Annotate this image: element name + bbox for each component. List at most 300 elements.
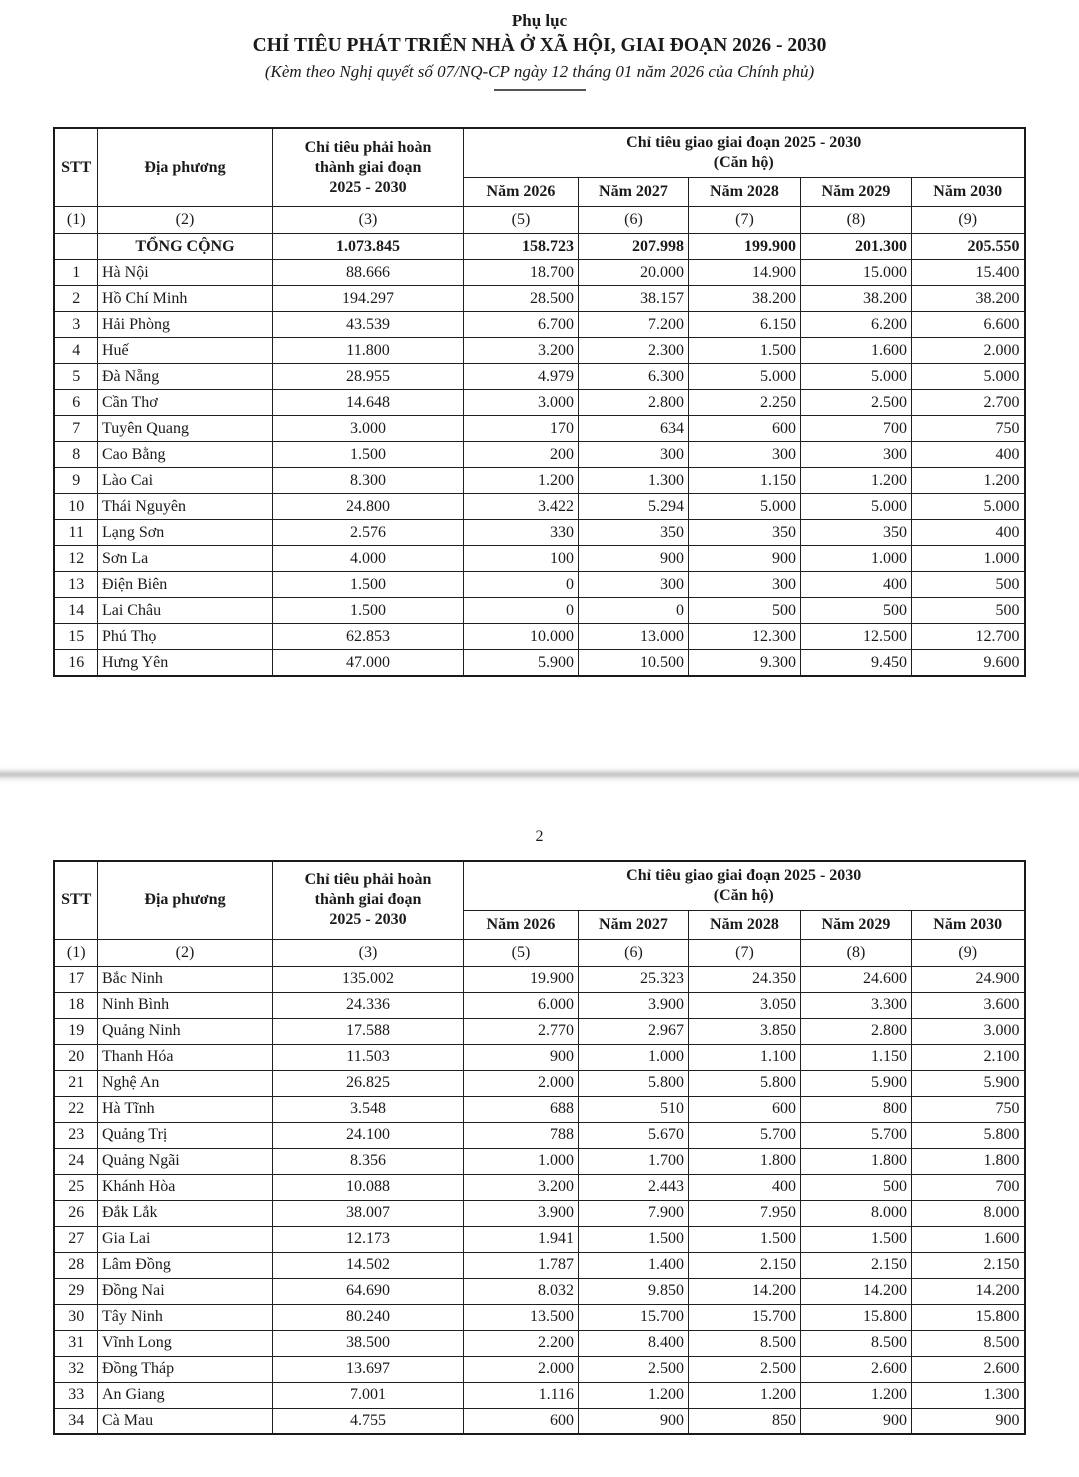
row-year-value: 750 [911,1096,1024,1122]
row-year-value: 24.600 [800,966,911,992]
row-year-value: 1.500 [688,338,800,364]
row-year-value: 2.000 [911,338,1024,364]
row-year-value: 15.000 [800,260,911,286]
col-number: (5) [463,939,578,966]
row-stt: 1 [54,260,97,286]
col-header-stt: STT [54,128,97,207]
row-year-value: 500 [911,598,1024,624]
row-year-value: 5.000 [800,364,911,390]
row-year-value: 1.000 [911,546,1024,572]
row-year-value: 300 [578,572,688,598]
row-stt: 32 [54,1356,97,1382]
row-year-value: 1.600 [800,338,911,364]
table-row [54,1018,1024,1044]
row-stt: 11 [54,520,97,546]
row-stt: 29 [54,1278,97,1304]
row-year-value: 12.700 [911,624,1024,650]
row-year-value: 8.000 [911,1200,1024,1226]
table-row [54,1304,1024,1330]
row-target-total: 3.548 [272,1096,463,1122]
row-stt: 3 [54,312,97,338]
row-stt: 30 [54,1304,97,1330]
row-year-value: 6.200 [800,312,911,338]
row-year-value: 5.700 [800,1122,911,1148]
row-stt: 15 [54,624,97,650]
col-header-year-2028: Năm 2028 [688,910,800,939]
row-year-value: 1.000 [800,546,911,572]
assigned-group-title: Chỉ tiêu giao giai đoạn 2025 - 2030 [626,866,862,884]
col-header-year-2029: Năm 2029 [800,910,911,939]
housing-target-table-page1 [53,127,1025,677]
row-region: Hưng Yên [97,650,272,676]
row-target-total: 14.502 [272,1252,463,1278]
row-target-total: 7.001 [272,1382,463,1408]
row-year-value: 1.200 [800,1382,911,1408]
row-year-value: 750 [911,416,1024,442]
row-year-value: 12.500 [800,624,911,650]
row-region: Khánh Hòa [97,1174,272,1200]
document-header [0,10,1079,91]
row-year-value: 13.000 [578,624,688,650]
row-year-value: 15.400 [911,260,1024,286]
row-target-total: 24.100 [272,1122,463,1148]
row-year-value: 5.294 [578,494,688,520]
row-stt: 2 [54,286,97,312]
row-year-value: 3.000 [463,390,578,416]
row-year-value: 8.500 [911,1330,1024,1356]
row-region: Quảng Trị [97,1122,272,1148]
total-2029: 201.300 [800,234,911,260]
target-total-line3: 2025 - 2030 [329,178,407,196]
document-title: CHỈ TIÊU PHÁT TRIỂN NHÀ Ở XÃ HỘI, GIAI ĐOẠN 2026 - 2030 [252,34,827,56]
row-year-value: 2.500 [688,1356,800,1382]
row-year-value: 38.200 [688,286,800,312]
row-target-total: 24.336 [272,992,463,1018]
col-header-stt: STT [54,861,97,940]
row-stt: 4 [54,338,97,364]
row-year-value: 2.100 [911,1044,1024,1070]
row-year-value: 0 [463,572,578,598]
row-year-value: 14.200 [911,1278,1024,1304]
col-header-year-2026: Năm 2026 [463,178,578,207]
row-stt: 20 [54,1044,97,1070]
row-year-value: 1.200 [578,1382,688,1408]
total-2026: 158.723 [463,234,578,260]
row-year-value: 2.967 [578,1018,688,1044]
row-year-value: 1.300 [911,1382,1024,1408]
row-year-value: 170 [463,416,578,442]
col-number: (2) [97,207,272,234]
row-year-value: 1.150 [688,468,800,494]
total-2030: 205.550 [911,234,1024,260]
table-row [54,494,1024,520]
col-number: (3) [272,939,463,966]
col-number: (5) [463,207,578,234]
row-target-total: 28.955 [272,364,463,390]
row-stt: 16 [54,650,97,676]
row-stt: 18 [54,992,97,1018]
row-year-value: 510 [578,1096,688,1122]
row-year-value: 900 [578,546,688,572]
col-header-year-2030: Năm 2030 [911,910,1024,939]
page2-bottom-margin [0,1435,1079,1471]
document-page-2 [0,784,1079,1472]
row-year-value: 2.150 [911,1252,1024,1278]
row-year-value: 600 [688,1096,800,1122]
row-year-value: 5.900 [463,650,578,676]
row-year-value: 7.900 [578,1200,688,1226]
target-total-line2: thành giai đoạn [314,158,422,176]
row-stt: 6 [54,390,97,416]
row-region: Hải Phòng [97,312,272,338]
col-number: (6) [578,207,688,234]
row-year-value: 20.000 [578,260,688,286]
row-target-total: 88.666 [272,260,463,286]
total-target: 1.073.845 [272,234,463,260]
row-year-value: 500 [800,598,911,624]
row-year-value: 400 [688,1174,800,1200]
table-row [54,1200,1024,1226]
target-total-line2: thành giai đoạn [314,891,422,909]
row-target-total: 1.500 [272,572,463,598]
col-header-region: Địa phương [97,128,272,207]
row-region: Đắk Lắk [97,1200,272,1226]
table-row [54,650,1024,676]
row-year-value: 0 [463,598,578,624]
row-year-value: 600 [688,416,800,442]
row-region: Lào Cai [97,468,272,494]
row-year-value: 1.800 [688,1148,800,1174]
row-year-value: 500 [800,1174,911,1200]
row-year-value: 8.500 [800,1330,911,1356]
row-year-value: 1.500 [578,1226,688,1252]
row-year-value: 7.200 [578,312,688,338]
table-row [54,1070,1024,1096]
col-header-year-2028: Năm 2028 [688,178,800,207]
col-header-year-2029: Năm 2029 [800,178,911,207]
row-year-value: 1.300 [578,468,688,494]
row-stt: 23 [54,1122,97,1148]
row-target-total: 62.853 [272,624,463,650]
table-row [54,1382,1024,1408]
row-year-value: 2.443 [578,1174,688,1200]
row-stt: 12 [54,546,97,572]
col-number: (7) [688,939,800,966]
row-year-value: 14.200 [800,1278,911,1304]
row-region: Hà Tĩnh [97,1096,272,1122]
col-header-target-total [272,128,463,207]
row-year-value: 2.000 [463,1356,578,1382]
row-target-total: 47.000 [272,650,463,676]
page-separator [0,767,1079,784]
table-row [54,286,1024,312]
row-year-value: 600 [463,1408,578,1434]
row-stt: 27 [54,1226,97,1252]
row-year-value: 350 [688,520,800,546]
document-page-1 [0,0,1079,677]
table-row [54,1278,1024,1304]
col-number: (8) [800,939,911,966]
table-row [54,1174,1024,1200]
table-row [54,520,1024,546]
row-target-total: 38.007 [272,1200,463,1226]
row-year-value: 1.200 [911,468,1024,494]
row-region: Hà Nội [97,260,272,286]
col-number: (8) [800,207,911,234]
row-target-total: 135.002 [272,966,463,992]
row-year-value: 24.350 [688,966,800,992]
row-year-value: 4.979 [463,364,578,390]
row-target-total: 17.588 [272,1018,463,1044]
row-target-total: 13.697 [272,1356,463,1382]
col-header-target-total [272,861,463,940]
row-year-value: 700 [800,416,911,442]
row-year-value: 6.000 [463,992,578,1018]
row-year-value: 3.050 [688,992,800,1018]
row-region: Cao Bằng [97,442,272,468]
table-row [54,1096,1024,1122]
row-year-value: 1.150 [800,1044,911,1070]
row-year-value: 1.200 [800,468,911,494]
row-year-value: 900 [578,1408,688,1434]
row-year-value: 9.300 [688,650,800,676]
table-row [54,442,1024,468]
row-year-value: 850 [688,1408,800,1434]
table-row [54,390,1024,416]
row-year-value: 1.200 [463,468,578,494]
row-year-value: 1.941 [463,1226,578,1252]
row-region: Sơn La [97,546,272,572]
row-year-value: 14.900 [688,260,800,286]
row-year-value: 12.300 [688,624,800,650]
row-year-value: 1.400 [578,1252,688,1278]
row-year-value: 1.500 [688,1226,800,1252]
col-header-assigned-group [463,128,1024,178]
row-target-total: 64.690 [272,1278,463,1304]
col-number: (1) [54,207,97,234]
row-year-value: 5.800 [578,1070,688,1096]
row-target-total: 8.300 [272,468,463,494]
assigned-group-unit: (Căn hộ) [713,886,774,904]
row-year-value: 5.900 [911,1070,1024,1096]
col-header-assigned-group [463,861,1024,911]
col-header-year-2026: Năm 2026 [463,910,578,939]
row-year-value: 38.157 [578,286,688,312]
row-year-value: 2.700 [911,390,1024,416]
row-year-value: 2.200 [463,1330,578,1356]
row-region: Gia Lai [97,1226,272,1252]
row-year-value: 14.200 [688,1278,800,1304]
table-row [54,598,1024,624]
row-year-value: 900 [911,1408,1024,1434]
row-region: Quảng Ninh [97,1018,272,1044]
col-header-year-2027: Năm 2027 [578,178,688,207]
row-year-value: 400 [800,572,911,598]
row-year-value: 1.000 [463,1148,578,1174]
row-stt: 26 [54,1200,97,1226]
row-stt: 25 [54,1174,97,1200]
row-year-value: 100 [463,546,578,572]
row-year-value: 8.500 [688,1330,800,1356]
row-year-value: 19.900 [463,966,578,992]
row-year-value: 10.500 [578,650,688,676]
row-year-value: 400 [911,520,1024,546]
table-row [54,1044,1024,1070]
row-stt: 24 [54,1148,97,1174]
row-region: Bắc Ninh [97,966,272,992]
row-stt: 21 [54,1070,97,1096]
row-year-value: 38.200 [911,286,1024,312]
row-year-value: 788 [463,1122,578,1148]
row-year-value: 1.787 [463,1252,578,1278]
row-region: Điện Biên [97,572,272,598]
col-number: (9) [911,939,1024,966]
row-year-value: 1.200 [688,1382,800,1408]
col-header-region: Địa phương [97,861,272,940]
col-header-year-2027: Năm 2027 [578,910,688,939]
row-target-total: 11.503 [272,1044,463,1070]
row-region: Huế [97,338,272,364]
row-region: Đồng Tháp [97,1356,272,1382]
row-year-value: 15.800 [800,1304,911,1330]
title-divider [494,89,586,91]
table-row [54,1330,1024,1356]
col-header-year-2030: Năm 2030 [911,178,1024,207]
table-row [54,1122,1024,1148]
row-target-total: 11.800 [272,338,463,364]
row-year-value: 700 [911,1174,1024,1200]
row-year-value: 1.000 [578,1044,688,1070]
table-row [54,416,1024,442]
row-year-value: 3.422 [463,494,578,520]
row-year-value: 5.000 [911,494,1024,520]
row-year-value: 5.000 [911,364,1024,390]
row-year-value: 9.600 [911,650,1024,676]
row-year-value: 10.000 [463,624,578,650]
table-row [54,966,1024,992]
row-year-value: 3.600 [911,992,1024,1018]
table-row [54,1356,1024,1382]
row-year-value: 5.800 [911,1122,1024,1148]
table-row [54,1252,1024,1278]
row-year-value: 1.600 [911,1226,1024,1252]
row-year-value: 900 [463,1044,578,1070]
row-region: Phú Thọ [97,624,272,650]
row-region: An Giang [97,1382,272,1408]
row-target-total: 4.000 [272,546,463,572]
row-year-value: 1.500 [800,1226,911,1252]
target-total-line1: Chỉ tiêu phải hoàn [304,138,432,156]
row-year-value: 15.800 [911,1304,1024,1330]
row-year-value: 9.850 [578,1278,688,1304]
row-year-value: 330 [463,520,578,546]
row-year-value: 5.000 [688,494,800,520]
table-row [54,260,1024,286]
row-region: Tuyên Quang [97,416,272,442]
row-region: Nghệ An [97,1070,272,1096]
row-year-value: 900 [688,546,800,572]
row-year-value: 2.600 [911,1356,1024,1382]
row-year-value: 6.300 [578,364,688,390]
row-year-value: 18.700 [463,260,578,286]
row-stt: 10 [54,494,97,520]
total-2027: 207.998 [578,234,688,260]
table-row [54,1148,1024,1174]
row-target-total: 12.173 [272,1226,463,1252]
table-row [54,468,1024,494]
row-target-total: 26.825 [272,1070,463,1096]
row-stt: 7 [54,416,97,442]
header-row-column-numbers [54,939,1024,966]
row-year-value: 500 [688,598,800,624]
row-year-value: 6.150 [688,312,800,338]
row-year-value: 2.300 [578,338,688,364]
row-year-value: 15.700 [578,1304,688,1330]
row-year-value: 2.800 [800,1018,911,1044]
housing-target-table-page2 [53,860,1025,1436]
row-year-value: 300 [688,442,800,468]
row-year-value: 13.500 [463,1304,578,1330]
appendix-label: Phụ lục [511,11,568,30]
total-row-stt [54,234,97,260]
row-target-total: 1.500 [272,442,463,468]
row-target-total: 8.356 [272,1148,463,1174]
row-target-total: 24.800 [272,494,463,520]
row-region: Cần Thơ [97,390,272,416]
row-year-value: 350 [800,520,911,546]
row-region: Đồng Nai [97,1278,272,1304]
row-stt: 34 [54,1408,97,1434]
row-year-value: 3.850 [688,1018,800,1044]
row-year-value: 25.323 [578,966,688,992]
row-year-value: 3.900 [463,1200,578,1226]
row-stt: 28 [54,1252,97,1278]
row-year-value: 8.400 [578,1330,688,1356]
header-row-column-numbers [54,207,1024,234]
col-number: (3) [272,207,463,234]
target-total-line3: 2025 - 2030 [329,911,407,929]
document-subtitle: (Kèm theo Nghị quyết số 07/NQ-CP ngày 12 tháng 01 năm 2026 của Chính phủ) [264,61,815,81]
row-region: Quảng Ngãi [97,1148,272,1174]
row-region: Đà Nẵng [97,364,272,390]
row-stt: 14 [54,598,97,624]
row-stt: 17 [54,966,97,992]
row-stt: 5 [54,364,97,390]
row-year-value: 3.900 [578,992,688,1018]
table-row [54,338,1024,364]
row-year-value: 0 [578,598,688,624]
row-year-value: 5.000 [800,494,911,520]
row-year-value: 9.450 [800,650,911,676]
total-row [54,234,1024,260]
table-row [54,1226,1024,1252]
col-number: (1) [54,939,97,966]
row-year-value: 3.000 [911,1018,1024,1044]
row-target-total: 10.088 [272,1174,463,1200]
row-year-value: 2.800 [578,390,688,416]
row-year-value: 634 [578,416,688,442]
table-row [54,546,1024,572]
row-year-value: 200 [463,442,578,468]
row-year-value: 2.500 [578,1356,688,1382]
row-year-value: 800 [800,1096,911,1122]
row-year-value: 400 [911,442,1024,468]
row-year-value: 28.500 [463,286,578,312]
row-year-value: 8.032 [463,1278,578,1304]
row-target-total: 194.297 [272,286,463,312]
row-year-value: 1.800 [911,1148,1024,1174]
row-year-value: 2.250 [688,390,800,416]
